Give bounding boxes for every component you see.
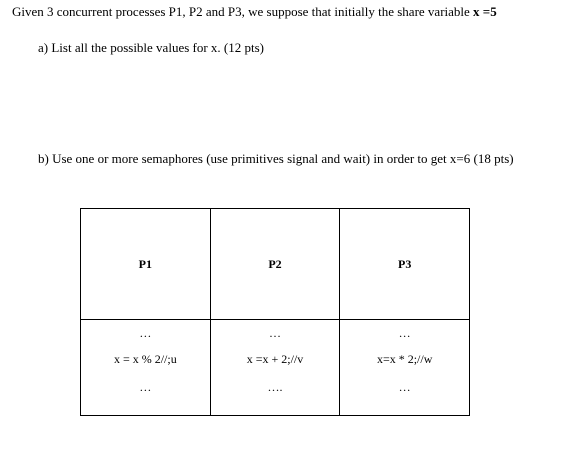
ellipsis-top: … bbox=[398, 326, 411, 340]
ellipsis-bottom: … bbox=[398, 380, 411, 394]
process-table bbox=[80, 208, 470, 416]
question-b: b) Use one or more semaphores (use primitives signal and wait) in order to get x=6 (18 pts) bbox=[38, 151, 514, 166]
ellipsis-top: … bbox=[268, 326, 281, 340]
statement-p3: x=x * 2;//w bbox=[376, 352, 433, 366]
process-header-p3: P3 bbox=[340, 209, 470, 320]
intro-text: Given 3 concurrent processes P1, P2 and P3, we suppose that initially the share variable bbox=[12, 4, 474, 19]
statement-p2: x =x + 2;//v bbox=[246, 352, 304, 366]
ellipsis-bottom: … bbox=[139, 380, 152, 394]
process-header-row bbox=[81, 209, 470, 320]
statement-p1: x = x % 2//;u bbox=[113, 352, 177, 366]
process-header-p1: P1 bbox=[81, 209, 211, 320]
process-code-p1 bbox=[81, 320, 211, 416]
question-a: a) List all the possible values for x. (12 pts) bbox=[38, 40, 265, 55]
ellipsis-bottom: …. bbox=[267, 380, 283, 394]
process-code-p2 bbox=[210, 320, 340, 416]
ellipsis-top: … bbox=[139, 326, 152, 340]
intro-initial-value: x =5 bbox=[473, 4, 497, 19]
problem-intro bbox=[12, 4, 497, 20]
process-code-row bbox=[81, 320, 470, 416]
process-header-p2: P2 bbox=[210, 209, 340, 320]
process-code-p3 bbox=[340, 320, 470, 416]
